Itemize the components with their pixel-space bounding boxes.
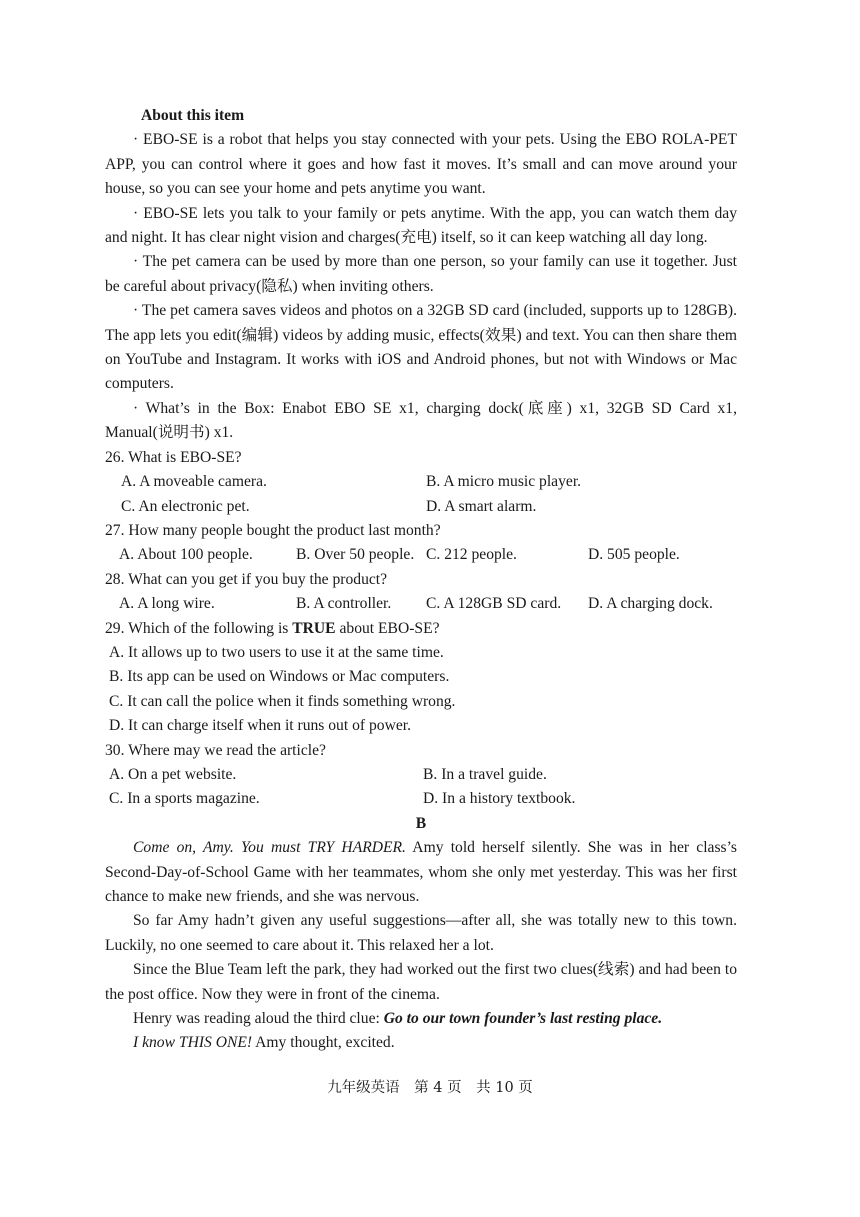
story-p5-text: Amy thought, excited. bbox=[252, 1034, 395, 1052]
about-heading: About this item bbox=[141, 107, 245, 124]
question-30-option-b: B. In a travel guide. bbox=[423, 765, 547, 783]
question-30-stem: 30. Where may we read the article? bbox=[105, 741, 326, 759]
question-27-options bbox=[105, 543, 737, 567]
story-p4-text: Henry was reading aloud the third clue: bbox=[133, 1010, 384, 1028]
story-paragraph-2: So far Amy hadn’t given any useful suggestions—after all, she was totally new to this town. Luckily, no one seemed to care about it. This relaxed her a lot. bbox=[105, 912, 737, 954]
story-p4-clue: Go to our town founder’s last resting place. bbox=[383, 1010, 663, 1028]
page-footer: 九年级英语 第 4 页 共 10 页 bbox=[327, 1080, 533, 1096]
question-27-option-c: C. 212 people. bbox=[426, 546, 517, 564]
question-29-option-b: B. Its app can be used on Windows or Mac computers. bbox=[109, 668, 450, 686]
about-bullet-1: · EBO-SE is a robot that helps you stay connected with your pets. Using the EBO ROLA-PET APP, you can control where it goes and how fast it moves. It’s small and can move around your house, so you can see your home and pets anytime you want. bbox=[105, 131, 737, 198]
story-paragraph-1 bbox=[105, 836, 737, 909]
question-29-stem-pre: 29. Which of the following is bbox=[105, 619, 293, 637]
question-27-stem: 27. How many people bought the product last month? bbox=[105, 521, 441, 539]
question-26-stem: 26. What is EBO-SE? bbox=[105, 448, 242, 466]
about-bullet-5: · What’s in the Box: Enabot EBO SE x1, charging dock(底座) x1, 32GB SD Card x1, Manual(说明书) x1. bbox=[105, 399, 737, 442]
story-paragraph-4 bbox=[105, 1007, 737, 1031]
question-28-option-b: B. A controller. bbox=[296, 595, 392, 613]
question-28-stem: 28. What can you get if you buy the product? bbox=[105, 570, 388, 588]
question-30-option-d: D. In a history textbook. bbox=[423, 790, 576, 808]
question-29-stem bbox=[105, 617, 737, 641]
question-30-option-a: A. On a pet website. bbox=[109, 765, 237, 783]
question-26-option-a: A. A moveable camera. bbox=[121, 473, 267, 491]
question-26-options-row-1 bbox=[105, 470, 737, 494]
section-b-label: B bbox=[415, 814, 427, 832]
question-26-option-d: D. A smart alarm. bbox=[426, 497, 537, 515]
story-paragraph-3: Since the Blue Team left the park, they had worked out the first two clues(线索) and had been to the post office. Now they were in front of the cinema. bbox=[105, 961, 737, 1003]
question-26-options-row-2 bbox=[105, 495, 737, 519]
question-26-option-c: C. An electronic pet. bbox=[121, 497, 250, 515]
question-27-option-b: B. Over 50 people. bbox=[296, 546, 415, 564]
page-content bbox=[105, 104, 737, 1056]
question-29-stem-bold: TRUE bbox=[292, 619, 336, 637]
question-27-option-a: A. About 100 people. bbox=[119, 546, 253, 564]
story-paragraph-5 bbox=[105, 1031, 737, 1055]
story-p1-italic: Come on, Amy. You must TRY HARDER. bbox=[133, 839, 406, 857]
question-26-option-b: B. A micro music player. bbox=[426, 473, 582, 491]
question-29-option-c: C. It can call the police when it finds something wrong. bbox=[109, 692, 456, 710]
question-29-option-a: A. It allows up to two users to use it at the same time. bbox=[109, 643, 444, 661]
question-29-stem-post: about EBO-SE? bbox=[335, 619, 440, 637]
question-28-option-a: A. A long wire. bbox=[119, 595, 215, 613]
question-30-options-row-2 bbox=[105, 787, 737, 811]
story-p5-italic: I know THIS ONE! bbox=[133, 1034, 253, 1052]
about-bullet-3: · The pet camera can be used by more than one person, so your family can use it together. Just be careful about privacy(隐私) when inviting others. bbox=[105, 253, 737, 295]
question-30-options-row-1 bbox=[105, 763, 737, 787]
question-29-option-d: D. It can charge itself when it runs out of power. bbox=[109, 717, 411, 735]
question-28-options bbox=[105, 592, 737, 616]
about-bullet-2: · EBO-SE lets you talk to your family or pets anytime. With the app, you can watch them day and night. It has clear night vision and charges(充电) itself, so it can keep watching all day long. bbox=[105, 204, 737, 247]
question-30-option-c: C. In a sports magazine. bbox=[109, 790, 260, 808]
question-27-option-d: D. 505 people. bbox=[588, 546, 680, 564]
question-28-option-d: D. A charging dock. bbox=[588, 595, 713, 613]
question-28-option-c: C. A 128GB SD card. bbox=[426, 595, 562, 613]
about-bullet-4: · The pet camera saves videos and photos on a 32GB SD card (included, supports up to 128GB). The app lets you edit(编辑) videos by adding music, effects(效果) and text. You can then share them on YouTube and Instagram. It works with iOS and Android phones, but not with Windows or Mac computers. bbox=[105, 302, 737, 393]
story-p1-text: Amy told herself silently. She was in her class’s Second-Day-of-School Game with her teammates, whom she only met yesterday. This was her first chance to make new friends, and she was nervous. bbox=[105, 839, 737, 905]
